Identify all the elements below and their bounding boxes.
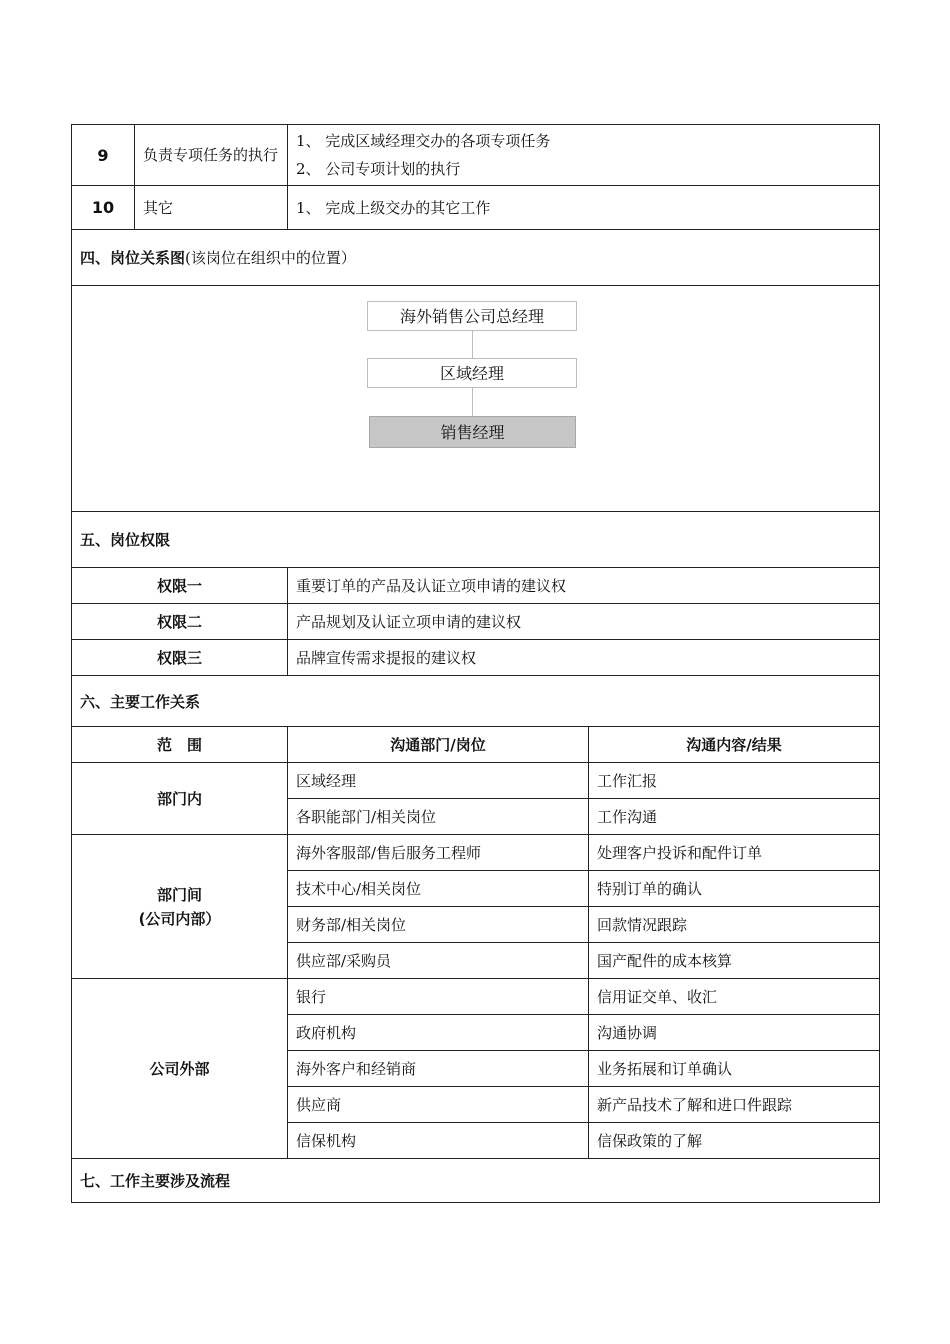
duty-row bbox=[72, 186, 880, 230]
relation-content: 沟通协调 bbox=[589, 1015, 880, 1051]
relation-dept: 技术中心/相关岗位 bbox=[288, 871, 589, 907]
relation-row bbox=[72, 763, 880, 799]
relation-dept: 供应部/采购员 bbox=[288, 943, 589, 979]
section-header-row bbox=[72, 512, 880, 568]
authority-desc: 产品规划及认证立项申请的建议权 bbox=[288, 604, 880, 640]
relation-dept: 政府机构 bbox=[288, 1015, 589, 1051]
section-title: 五、岗位权限 bbox=[72, 512, 880, 568]
relation-dept: 海外客户和经销商 bbox=[288, 1051, 589, 1087]
relation-content: 工作沟通 bbox=[589, 799, 880, 835]
org-box-middle: 区域经理 bbox=[367, 358, 577, 388]
relation-content: 特别订单的确认 bbox=[589, 871, 880, 907]
authority-desc: 重要订单的产品及认证立项申请的建议权 bbox=[288, 568, 880, 604]
document-page bbox=[71, 124, 879, 1203]
authority-row bbox=[72, 568, 880, 604]
org-box-top: 海外销售公司总经理 bbox=[367, 301, 577, 331]
duty-name: 负责专项任务的执行 bbox=[135, 125, 288, 186]
authority-desc: 品牌宣传需求提报的建议权 bbox=[288, 640, 880, 676]
org-connector bbox=[472, 388, 473, 416]
column-header-scope: 范 围 bbox=[72, 727, 288, 763]
relation-content: 信保政策的了解 bbox=[589, 1123, 880, 1159]
section-header-row bbox=[72, 1159, 880, 1203]
relation-scope-sub: (公司内部） bbox=[138, 909, 221, 928]
relation-scope: 公司外部 bbox=[72, 979, 288, 1159]
relation-dept: 供应商 bbox=[288, 1087, 589, 1123]
relation-content: 处理客户投诉和配件订单 bbox=[589, 835, 880, 871]
relation-content: 工作汇报 bbox=[589, 763, 880, 799]
relations-header-row bbox=[72, 727, 880, 763]
relation-row bbox=[72, 835, 880, 871]
duty-item: 1、 完成上级交办的其它工作 bbox=[288, 186, 880, 230]
section-title: 七、工作主要涉及流程 bbox=[72, 1159, 880, 1203]
authority-label: 权限三 bbox=[72, 640, 288, 676]
relation-content: 新产品技术了解和进口件跟踪 bbox=[589, 1087, 880, 1123]
relation-dept: 各职能部门/相关岗位 bbox=[288, 799, 589, 835]
relation-dept: 区域经理 bbox=[288, 763, 589, 799]
section-title: 六、主要工作关系 bbox=[72, 676, 880, 727]
org-connector bbox=[472, 331, 473, 358]
org-box-current: 销售经理 bbox=[369, 416, 576, 448]
column-header-content: 沟通内容/结果 bbox=[589, 727, 880, 763]
duty-name: 其它 bbox=[135, 186, 288, 230]
relation-dept: 信保机构 bbox=[288, 1123, 589, 1159]
section-header-row bbox=[72, 676, 880, 727]
org-chart bbox=[72, 287, 879, 511]
relation-content: 信用证交单、收汇 bbox=[589, 979, 880, 1015]
duty-item: 2、 公司专项计划的执行 bbox=[296, 160, 461, 178]
duty-row bbox=[72, 125, 880, 186]
org-chart-row bbox=[72, 286, 880, 512]
relation-content: 业务拓展和订单确认 bbox=[589, 1051, 880, 1087]
relation-dept: 银行 bbox=[288, 979, 589, 1015]
column-header-dept: 沟通部门/岗位 bbox=[288, 727, 589, 763]
relation-scope: 部门间 (公司内部） bbox=[72, 835, 288, 979]
relation-content: 回款情况跟踪 bbox=[589, 907, 880, 943]
duty-number: 10 bbox=[72, 186, 135, 230]
duty-number: 9 bbox=[72, 125, 135, 186]
section-title: 四、岗位关系图(该岗位在组织中的位置） bbox=[72, 230, 880, 286]
relation-dept: 财务部/相关岗位 bbox=[288, 907, 589, 943]
authority-label: 权限一 bbox=[72, 568, 288, 604]
relation-dept: 海外客服部/售后服务工程师 bbox=[288, 835, 589, 871]
section-note: (该岗位在组织中的位置） bbox=[185, 249, 356, 267]
duty-items bbox=[288, 125, 880, 186]
authority-row bbox=[72, 604, 880, 640]
relation-content: 国产配件的成本核算 bbox=[589, 943, 880, 979]
section-header-row bbox=[72, 230, 880, 286]
authority-row bbox=[72, 640, 880, 676]
relation-row bbox=[72, 979, 880, 1015]
job-description-table bbox=[71, 124, 880, 1203]
relation-scope: 部门内 bbox=[72, 763, 288, 835]
duty-item: 1、 完成区域经理交办的各项专项任务 bbox=[296, 132, 551, 150]
authority-label: 权限二 bbox=[72, 604, 288, 640]
